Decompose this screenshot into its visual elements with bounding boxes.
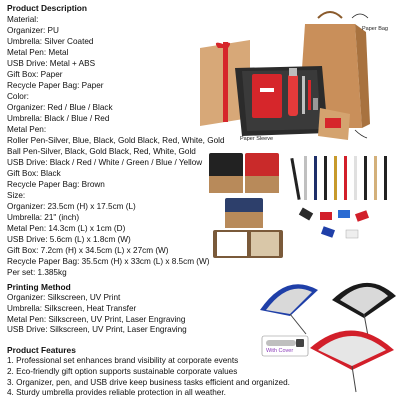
description-line: Recycle Paper Bag: 35.5cm (H) x 33cm (L) x 8.5cm (W) (7, 256, 210, 266)
red-umbrella-illustration (310, 330, 394, 392)
description-line: USB Drive: Metal + ABS (7, 58, 96, 68)
description-line: Gift Box: 7.2cm (H) x 34.5cm (L) x 27cm (W) (7, 245, 169, 255)
description-line: Metal Pen: 14.3cm (L) x 1cm (D) (7, 223, 126, 233)
description-line: Material: (7, 14, 39, 24)
paper-sleeve-label: Paper Sleeve (240, 136, 274, 142)
description-line: Recycle Paper Bag: Brown (7, 179, 105, 189)
umbrellas-image (256, 270, 398, 395)
description-line: Umbrella: Silver Coated (7, 36, 94, 46)
pens-illustration (290, 156, 387, 200)
product-features-heading: Product Features (7, 345, 76, 355)
printing-line: Organizer: Silkscreen, UV Print (7, 293, 121, 302)
printing-line: Metal Pen: Silkscreen, UV Print, Laser Engraving (7, 314, 186, 324)
pens-usb-image (286, 150, 398, 245)
description-line: Organizer: PU (7, 25, 59, 35)
description-line: Recycle Paper Bag: Paper (7, 80, 104, 90)
organizers-image (205, 148, 290, 260)
blue-umbrella-illustration (260, 284, 318, 334)
feature-line: 4. Sturdy umbrella provides reliable protection in all weather. (7, 388, 226, 398)
paper-bag-label: Paper Bag (362, 26, 388, 32)
description-line: Metal Pen: (7, 124, 47, 134)
printing-method-heading: Printing Method (7, 282, 71, 292)
description-line: USB Drive: 5.6cm (L) x 1.8cm (W) (7, 234, 131, 244)
description-line: Umbrella: 21" (inch) (7, 212, 80, 222)
printing-line: Umbrella: Silkscreen, Heat Transfer (7, 303, 137, 313)
feature-line: 3. Organizer, pen, and USB drive keep business tasks efficient and organized. (7, 377, 290, 387)
paper-bag-pointer-icon (352, 14, 368, 18)
black-umbrella-illustration (332, 283, 396, 336)
description-line: Gift Box: Black (7, 168, 61, 178)
description-line: Organizer: Red / Blue / Black (7, 102, 113, 112)
description-line: USB Drive: Black / Red / White / Green / Blue / Yellow (7, 157, 203, 167)
product-description-heading: Product Description (7, 3, 88, 13)
usb-drives-illustration (299, 208, 369, 238)
feature-line: 2. Eco-friendly gift option supports sustainable corporate values (7, 366, 238, 376)
description-line: Color: (7, 91, 29, 101)
paper-sleeve-pointer-icon (355, 130, 367, 138)
description-line: Per set: 1.385kg (7, 267, 67, 277)
description-line: Gift Box: Paper (7, 69, 63, 79)
description-line: Metal Pen: Metal (7, 47, 69, 57)
description-line: Ball Pen-Silver, Black, Gold Black, Red, White, Gold (7, 146, 196, 156)
description-line: Roller Pen-Silver, Blue, Black, Gold Black, Red, White, Gold (7, 135, 225, 145)
description-line: Umbrella: Black / Blue / Red (7, 113, 110, 123)
description-line: Size: (7, 190, 26, 200)
feature-line: 1. Professional set enhances brand visibility at corporate events (7, 356, 239, 365)
with-cover-label: With Cover (266, 348, 294, 354)
printing-line: USB Drive: Silkscreen, UV Print, Laser Engraving (7, 325, 187, 335)
description-line: Organizer: 23.5cm (H) x 17.5cm (L) (7, 201, 136, 211)
